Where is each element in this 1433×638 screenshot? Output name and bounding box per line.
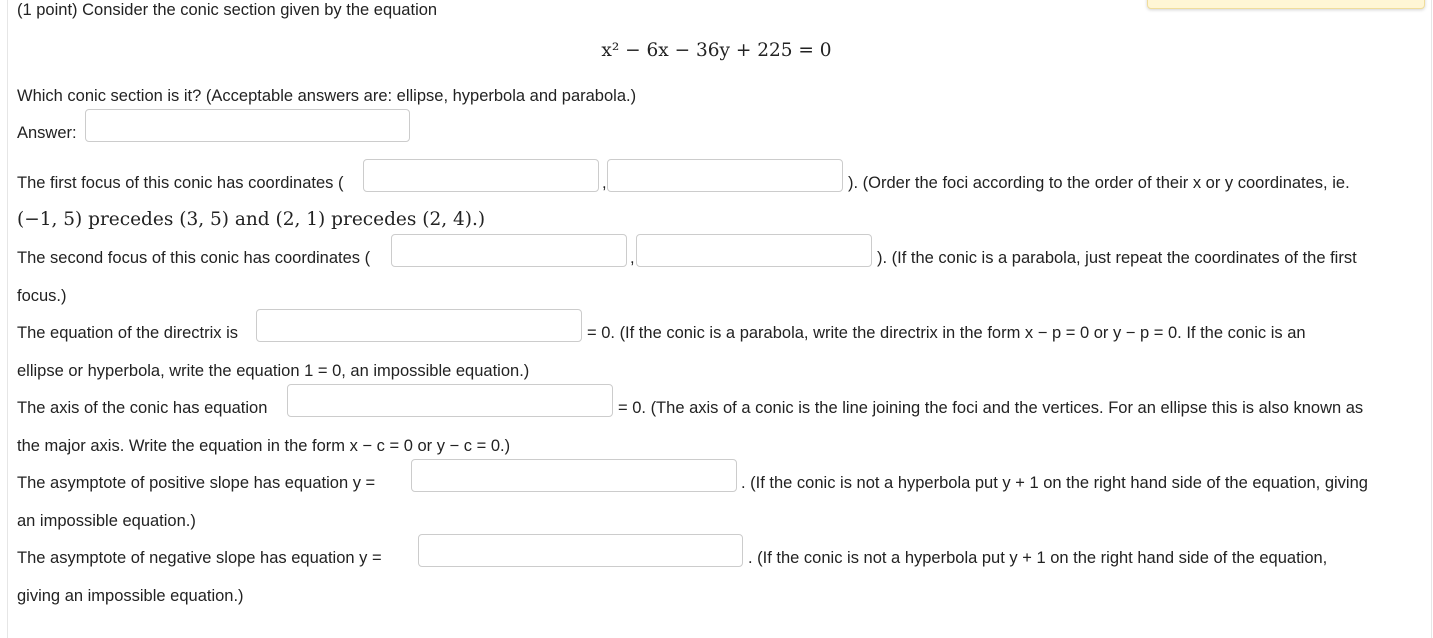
focus1-x-input[interactable] bbox=[363, 159, 599, 192]
answer-label: Answer: bbox=[17, 124, 77, 142]
asymptote-positive-label: The asymptote of positive slope has equation y = bbox=[17, 474, 376, 492]
focus2-label: The second focus of this conic has coordinates ( bbox=[17, 249, 371, 267]
directrix-continuation: ellipse or hyperbola, write the equation 1 = 0, an impossible equation.) bbox=[17, 362, 530, 380]
focus2-instructions: ). (If the conic is a parabola, just repeat the coordinates of the first bbox=[877, 249, 1357, 267]
focus1-example: (−1, 5) precedes (3, 5) and (2, 1) precedes (2, 4).) bbox=[17, 209, 486, 230]
axis-input[interactable] bbox=[287, 384, 613, 417]
asymptote-positive-continuation: an impossible equation.) bbox=[17, 512, 196, 530]
asymptote-negative-label: The asymptote of negative slope has equation y = bbox=[17, 549, 382, 567]
focus2-comma: , bbox=[630, 249, 635, 267]
focus2-y-input[interactable] bbox=[636, 234, 872, 267]
axis-label: The axis of the conic has equation bbox=[17, 399, 268, 417]
directrix-input[interactable] bbox=[256, 309, 582, 342]
asymptote-positive-instructions: . (If the conic is not a hyperbola put y + 1 on the right hand side of the equation, giving bbox=[741, 474, 1368, 492]
conic-type-input[interactable] bbox=[85, 109, 410, 142]
problem-intro: (1 point) Consider the conic section given by the equation bbox=[17, 1, 438, 19]
asymptote-positive-input[interactable] bbox=[411, 459, 737, 492]
axis-instructions: = 0. (The axis of a conic is the line joining the foci and the vertices. For an ellipse this is also known as bbox=[618, 399, 1364, 417]
asymptote-negative-instructions: . (If the conic is not a hyperbola put y + 1 on the right hand side of the equation, bbox=[748, 549, 1328, 567]
asymptote-negative-continuation: giving an impossible equation.) bbox=[17, 587, 244, 605]
question-conic-type: Which conic section is it? (Acceptable answers are: ellipse, hyperbola and parabola.) bbox=[17, 87, 637, 105]
focus1-label: The first focus of this conic has coordinates ( bbox=[17, 174, 344, 192]
conic-equation: x² − 6x − 36y + 225 = 0 bbox=[601, 40, 832, 61]
focus1-comma: , bbox=[602, 174, 607, 192]
focus1-y-input[interactable] bbox=[607, 159, 843, 192]
focus2-continuation: focus.) bbox=[17, 287, 67, 305]
directrix-instructions: = 0. (If the conic is a parabola, write the directrix in the form x − p = 0 or y − p = 0. If the conic is an bbox=[587, 324, 1306, 342]
asymptote-negative-input[interactable] bbox=[418, 534, 743, 567]
axis-continuation: the major axis. Write the equation in the form x − c = 0 or y − c = 0.) bbox=[17, 437, 511, 455]
focus1-instructions: ). (Order the foci according to the order of their x or y coordinates, ie. bbox=[848, 174, 1350, 192]
focus2-x-input[interactable] bbox=[391, 234, 627, 267]
directrix-label: The equation of the directrix is bbox=[17, 324, 239, 342]
notification-banner bbox=[1147, 0, 1425, 9]
